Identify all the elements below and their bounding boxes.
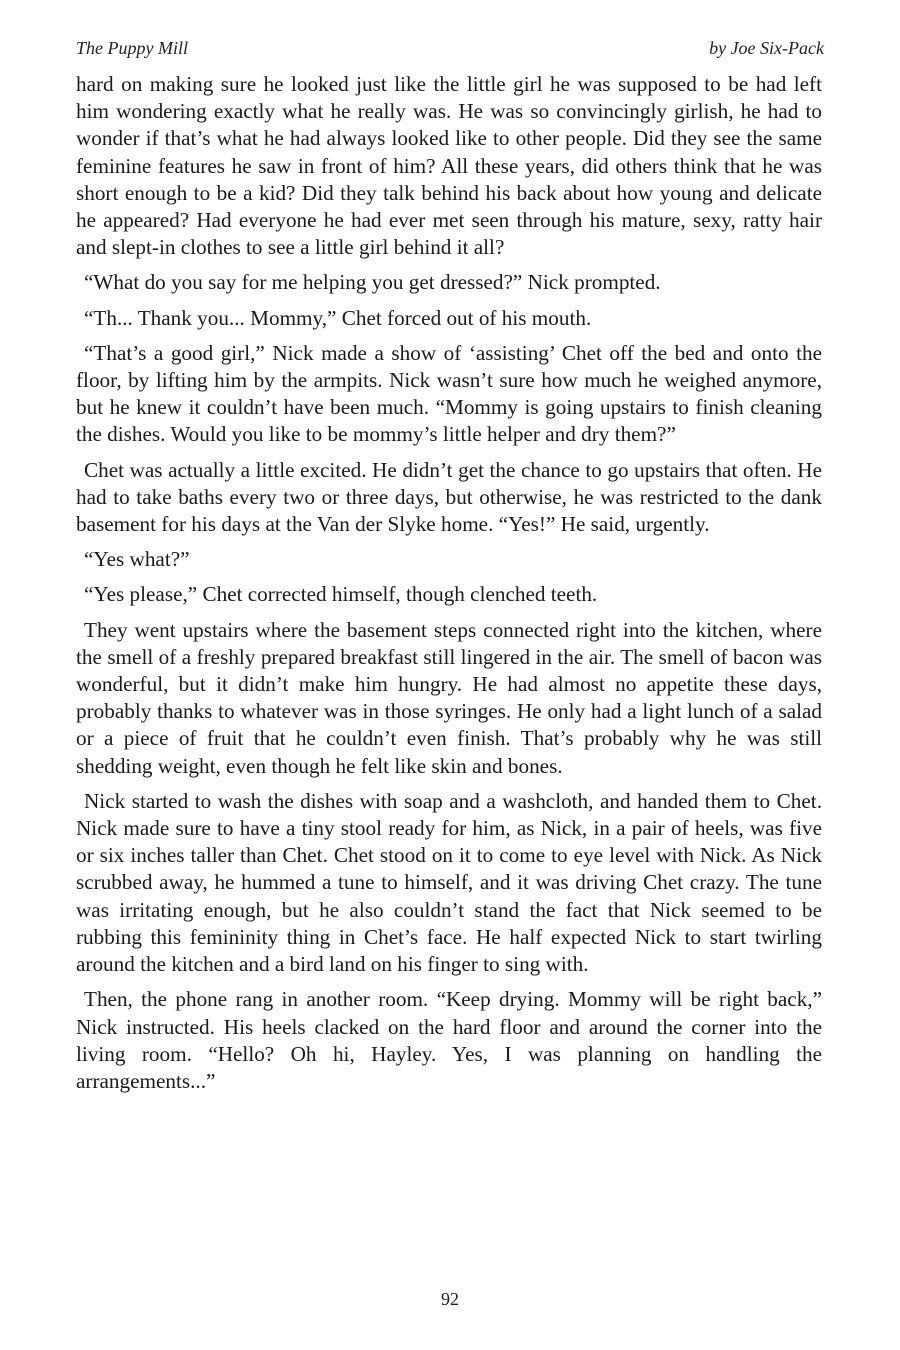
- author-name: by Joe Six-Pack: [709, 38, 824, 58]
- paragraph: “That’s a good girl,” Nick made a show of ‘assisting’ Chet off the bed and onto the floor, by lifting him by the armpits. Nick wasn’t sure how much he weighed anymore, but he knew it couldn’t have been much. “Mommy is going upstairs to finish cleaning the dishes. Would you like to be mommy’s little helper and dry them?”: [76, 340, 822, 447]
- book-title: The Puppy Mill: [76, 38, 188, 58]
- paragraph: “What do you say for me helping you get dressed?” Nick prompted.: [84, 270, 661, 295]
- page-body: [76, 71, 822, 1103]
- paragraph: “Th... Thank you... Mommy,” Chet forced out of his mouth.: [84, 305, 592, 330]
- paragraph: Chet was actually a little excited. He didn’t get the chance to go upstairs that often. He had to take baths every two or three days, but otherwise, he was restricted to the dank basement for his days at the Van der Slyke home. “Yes!” He said, urgently.: [76, 457, 822, 537]
- page-number: 92: [441, 1289, 459, 1309]
- paragraph: hard on making sure he looked just like the little girl he was supposed to be had left him wondering exactly what he really was. He was so convincingly girlish, he had to wonder if that’s what he had always looked like to other people. Did they see the same feminine features he saw in front of him? All these years, did others think that he was short enough to be a kid? Did they talk behind his back about how young and delicate he appeared? Had everyone he had ever met seen through his mature, sexy, ratty hair and slept-in clothes to see a little girl behind it all?: [76, 72, 822, 260]
- paragraph: Then, the phone rang in another room. “Keep drying. Mommy will be right back,” Nick instructed. His heels clacked on the hard floor and around the corner into the living room. “Hello? Oh hi, Hayley. Yes, I was planning on handling the arrangements...”: [76, 987, 822, 1093]
- paragraph: Nick started to wash the dishes with soap and a washcloth, and handed them to Chet. Nick made sure to have a tiny stool ready for him, as Nick, in a pair of heels, was five or six inches taller than Chet. Chet stood on it to come to eye level with Nick. As Nick scrubbed away, he hummed a tune to himself, and it was driving Chet crazy. The tune was irritating enough, but he also couldn’t stand the fact that Nick seemed to be rubbing this femininity thing in Chet’s face. He half expected Nick to start twirling around the kitchen and a bird land on his finger to sing with.: [76, 788, 822, 977]
- paragraph: “Yes what?”: [84, 547, 190, 572]
- paragraph: They went upstairs where the basement steps connected right into the kitchen, where the smell of a freshly prepared breakfast still lingered in the air. The smell of bacon was wonderful, but it didn’t make him hungry. He had almost no appetite these days, probably thanks to whatever was in those syringes. He only had a light lunch of a salad or a piece of fruit that he couldn’t even finish. That’s probably why he was still shedding weight, even though he felt like skin and bones.: [76, 617, 822, 778]
- running-header: [76, 38, 824, 60]
- paragraph: “Yes please,” Chet corrected himself, though clenched teeth.: [84, 582, 598, 607]
